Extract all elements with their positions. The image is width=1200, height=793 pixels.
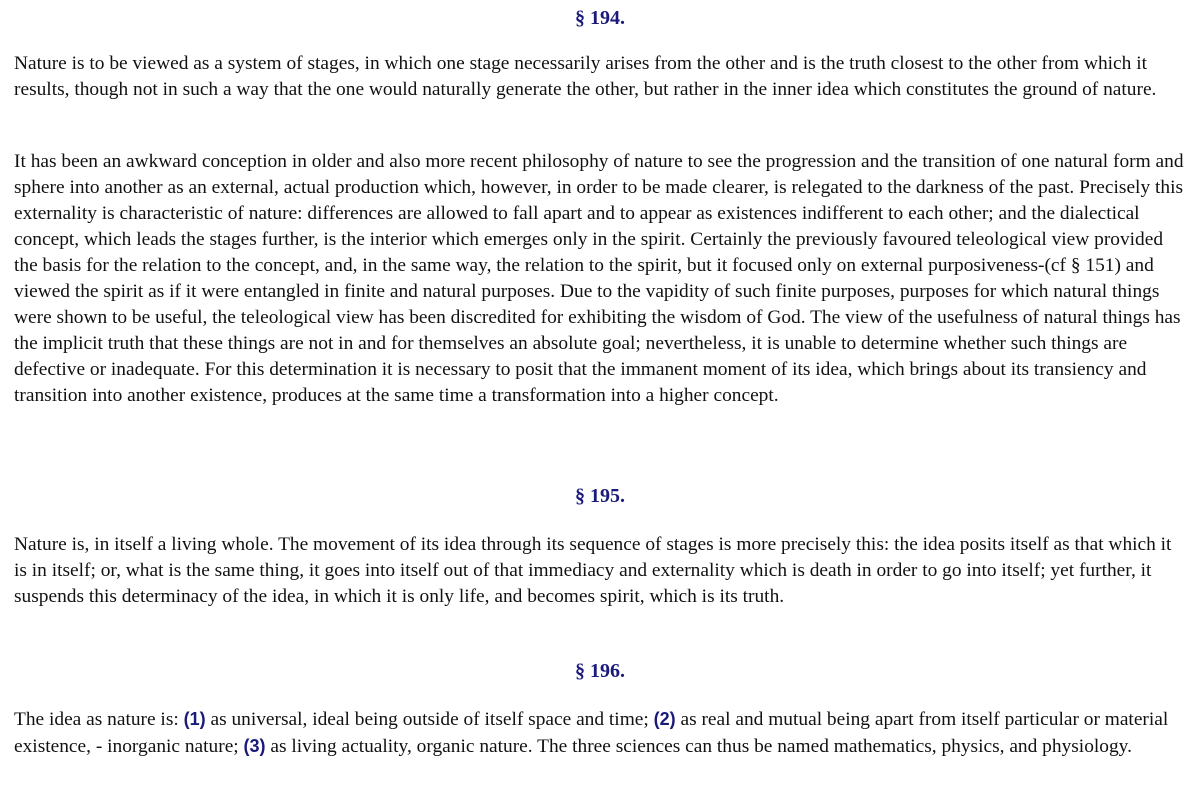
paragraph-194-1: Nature is to be viewed as a system of stages, in which one stage necessarily arises from the other and is the truth closest to the other from which it results, though not in such a way that the one would naturally generate the other, but rather in the inner idea which constitutes the ground of nature. bbox=[14, 53, 1157, 100]
enumeration-marker-1: (1) bbox=[183, 709, 206, 729]
paragraph-196-text-1: The idea as nature is: bbox=[14, 709, 184, 730]
enumeration-marker-3: (3) bbox=[243, 736, 266, 756]
paragraph-196-text-2: as universal, ideal being outside of itself space and time; bbox=[205, 709, 654, 730]
section-heading-194: § 194. bbox=[575, 7, 625, 29]
section-heading-195: § 195. bbox=[575, 485, 625, 507]
paragraph-195: Nature is, in itself a living whole. The movement of its idea through its sequence of stages is more precisely this: the idea posits itself as that which it is in itself; or, what is the same thing, it goes into itself out of that immediacy and externality which is death in order to go into itself; yet further, it suspends this determinacy of the idea, in which it is only life, and becomes spirit, which is its truth. bbox=[14, 534, 1172, 607]
paragraph-196 bbox=[14, 706, 1186, 760]
paragraph-196-text-4: as living actuality, organic nature. The three sciences can thus be named mathematics, physics, and physiology. bbox=[265, 736, 1132, 757]
paragraph-196-text-3: as real and mutual being apart from itself particular or material existence, - inorganic nature; bbox=[14, 709, 1169, 757]
paragraph-194-2: It has been an awkward conception in older and also more recent philosophy of nature to see the progression and the transition of one natural form and sphere into another as an external, actual production which, however, in order to be made clearer, is relegated to the darkness of the past. Precisely this externality is characteristic of nature: differences are allowed to fall apart and to appear as existences indifferent to each other; and the dialectical concept, which leads the stages further, is the interior which emerges only in the spirit. Certainly the previously favoured teleological view provided the basis for the relation to the concept, and, in the same way, the relation to the spirit, but it focused only on external purposiveness-(cf § 151) and viewed the spirit as if it were entangled in finite and natural purposes. Due to the vapidity of such finite purposes, purposes for which natural things were shown to be useful, the teleological view has been discredited for exhibiting the wisdom of God. The view of the usefulness of natural things has the implicit truth that these things are not in and for themselves an absolute goal; nevertheless, it is unable to determine whether such things are defective or inadequate. For this determination it is necessary to posit that the immanent moment of its idea, which brings about its transiency and transition into another existence, produces at the same time a transformation into a higher concept. bbox=[14, 151, 1184, 406]
enumeration-marker-2: (2) bbox=[653, 709, 676, 729]
section-heading-196: § 196. bbox=[575, 660, 625, 682]
